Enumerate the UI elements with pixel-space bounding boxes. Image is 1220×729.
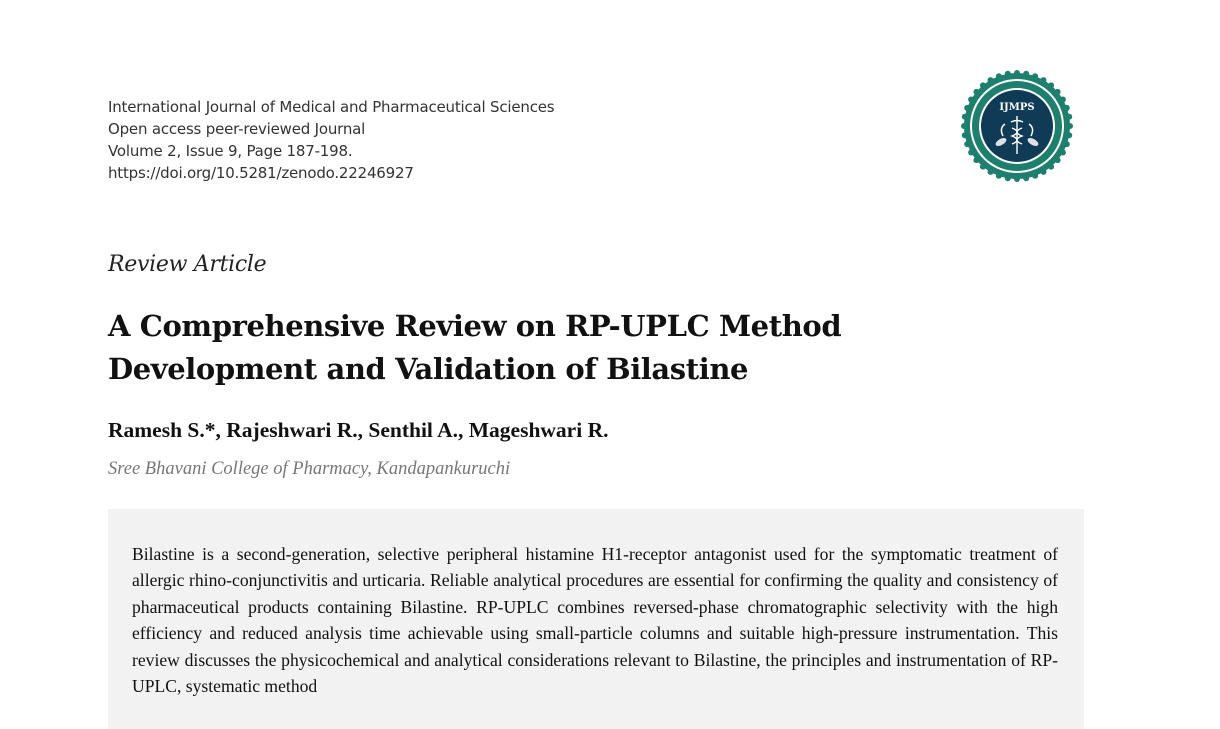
seal-edge-bump bbox=[1005, 175, 1011, 181]
journal-volume: Volume 2, Issue 9, Page 187-198. bbox=[108, 142, 353, 160]
seal-edge-bump bbox=[1066, 132, 1072, 138]
seal-edge-bump bbox=[1032, 173, 1038, 179]
seal-edge-bump bbox=[1064, 141, 1070, 147]
seal-edge-bump bbox=[1067, 123, 1073, 129]
article-type-label: Review Article bbox=[108, 252, 267, 277]
seal-edge-bump bbox=[988, 169, 994, 175]
doi-link[interactable]: https://doi.org/10.5281/zenodo.22246927 bbox=[108, 164, 414, 182]
seal-edge-bump bbox=[1064, 105, 1070, 111]
abstract-text: Bilastine is a second-generation, selective peripheral histamine H1-receptor antagonist used for the symptomatic treatment of allergic rhino-conjunctivitis and urticaria. Reliable analytical procedures are essential for confirming the quality and consistency of pharmaceutical products containing Bilastine. RP-UPLC combines reversed-phase chromatographic selectivity with the high efficiency and reduced analysis time achievable using small-particle columns and suitable high-pressure instrumentation. This review discusses the physicochemical and analytical considerations relevant to Bilastine, the principles and instrumentation of RP-UPLC, systematic method bbox=[132, 544, 1058, 697]
journal-name: International Journal of Medical and Pharmaceutical Sciences bbox=[108, 98, 555, 116]
seal-edge-bump bbox=[968, 150, 974, 156]
seal-edge-bump bbox=[1041, 169, 1047, 175]
seal-edge-bump bbox=[996, 73, 1002, 79]
seal-edge-bump bbox=[961, 123, 967, 129]
seal-edge-bump bbox=[1023, 71, 1029, 77]
seal-edge-bump bbox=[1005, 71, 1011, 77]
seal-edge-bump bbox=[1055, 89, 1061, 95]
seal-edge-bump bbox=[1060, 97, 1066, 103]
seal-edge-bump bbox=[968, 97, 974, 103]
seal-edge-bump bbox=[973, 157, 979, 163]
author-affiliation: Sree Bhavani College of Pharmacy, Kandapankuruchi bbox=[108, 459, 511, 479]
seal-edge-bump bbox=[964, 105, 970, 111]
seal-edge-bump bbox=[1055, 157, 1061, 163]
seal-edge-bump bbox=[980, 164, 986, 170]
seal-edge-bump bbox=[1014, 176, 1020, 182]
seal-edge-bump bbox=[973, 89, 979, 95]
seal-edge-bump bbox=[1014, 70, 1020, 76]
seal-edge-bump bbox=[1048, 82, 1054, 88]
seal-edge-bump bbox=[996, 173, 1002, 179]
seal-edge-bump bbox=[1032, 73, 1038, 79]
seal-edge-bump bbox=[1060, 150, 1066, 156]
journal-info bbox=[108, 96, 554, 184]
abstract-box bbox=[108, 509, 1084, 729]
seal-edge-bump bbox=[988, 77, 994, 83]
seal-edge-bump bbox=[980, 82, 986, 88]
seal-edge-bump bbox=[962, 114, 968, 120]
article-title: A Comprehensive Review on RP-UPLC Method Development and Validation of Bilastine bbox=[108, 309, 842, 386]
seal-edge-bump bbox=[1066, 114, 1072, 120]
seal-edge-bump bbox=[1048, 164, 1054, 170]
seal-edge-bump bbox=[962, 132, 968, 138]
author-list: Ramesh S.*, Rajeshwari R., Senthil A., Mageshwari R. bbox=[108, 418, 609, 442]
journal-access: Open access peer-reviewed Journal bbox=[108, 120, 366, 138]
seal-edge-bump bbox=[964, 141, 970, 147]
seal-edge-bump bbox=[1041, 77, 1047, 83]
seal-edge-bump bbox=[1023, 175, 1029, 181]
journal-logo-seal bbox=[961, 70, 1073, 182]
logo-text: IJMPS bbox=[999, 102, 1035, 113]
